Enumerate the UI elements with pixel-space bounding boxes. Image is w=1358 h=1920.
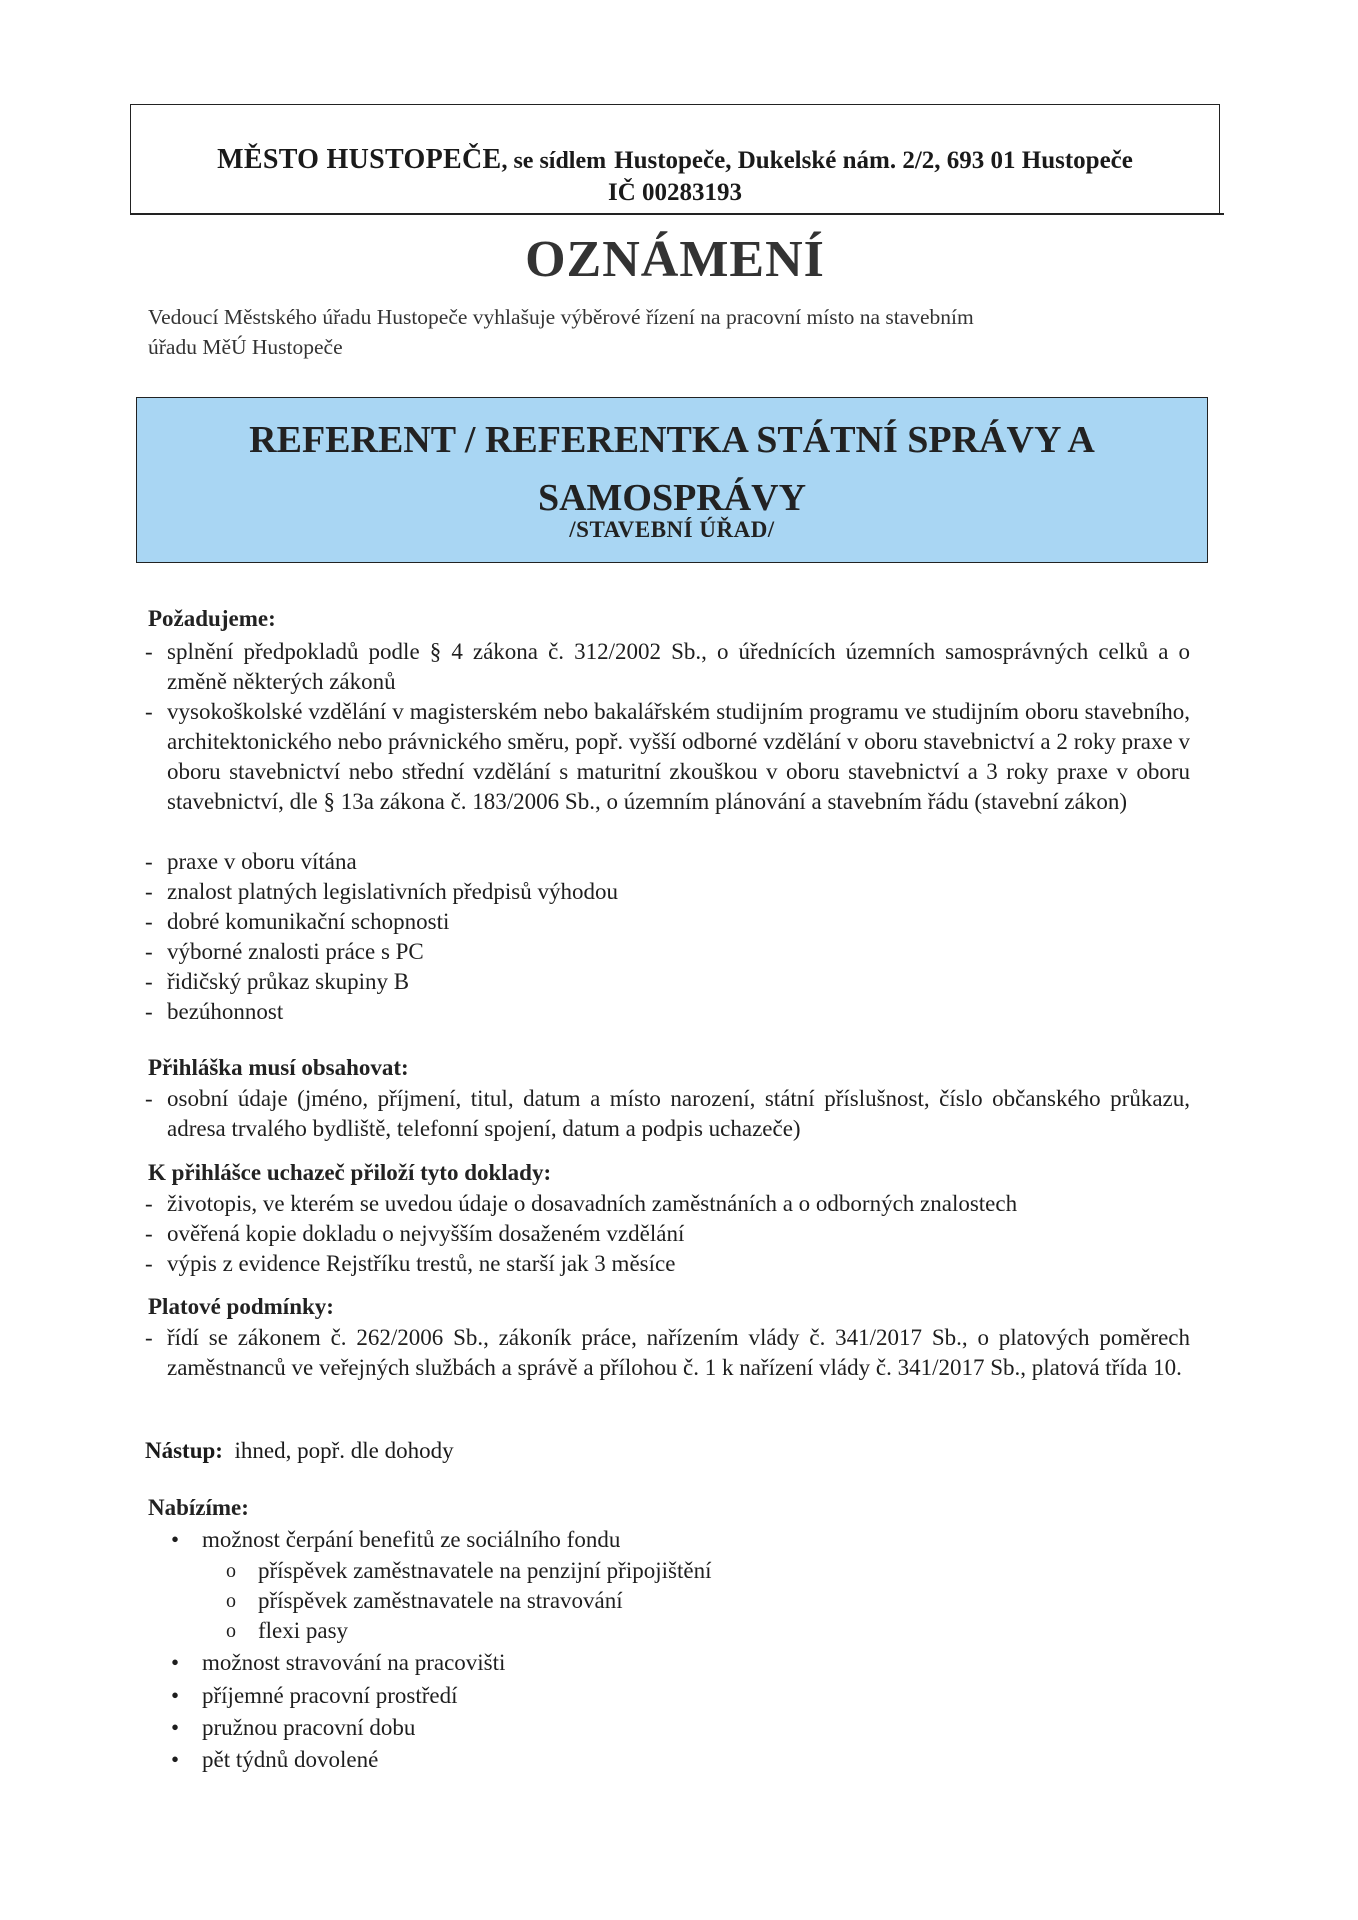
requirement-item: - výborné znalosti práce s PC xyxy=(145,937,1190,967)
header-divider xyxy=(130,213,1224,215)
requirement-item: - znalost platných legislativních předpisů výhodou xyxy=(145,877,1190,907)
bullet-dot: • xyxy=(170,1650,180,1675)
offer-heading: Nabízíme: xyxy=(148,1495,249,1520)
requirement-item: - dobré komunikační schopnosti xyxy=(145,907,1190,937)
position-subtitle: /STAVEBNÍ ÚŘAD/ xyxy=(569,517,775,542)
attachment-item: - ověřená kopie dokladu o nejvyšším dosaženém vzdělání xyxy=(145,1219,1190,1249)
bullet-dot: • xyxy=(170,1747,180,1772)
list-dash: - xyxy=(145,639,153,664)
attachments-heading: K přihlášce uchazeč přiloží tyto doklady: xyxy=(148,1160,552,1185)
seat-label: , se sídlem xyxy=(501,148,607,174)
city-name: MĚSTO HUSTOPEČE xyxy=(217,144,502,175)
attachment-item: - životopis, ve kterém se uvedou údaje o dosavadních zaměstnáních a o odborných znalostech xyxy=(145,1189,1190,1219)
requirement-item: - praxe v oboru vítána xyxy=(145,847,1190,877)
bullet-dot: • xyxy=(170,1527,180,1552)
position-title-line-1: REFERENT / REFERENTKA STÁTNÍ SPRÁVY A xyxy=(249,419,1095,461)
sub-bullet: o xyxy=(226,1560,236,1582)
bullet-dot: • xyxy=(170,1715,180,1740)
list-dash: - xyxy=(145,699,153,724)
position-title xyxy=(136,411,1208,527)
start-label: Nástup: xyxy=(145,1438,223,1463)
start-line xyxy=(145,1438,454,1464)
list-dash: - xyxy=(145,1086,153,1111)
list-dash: - xyxy=(145,879,153,904)
intro-line-2: úřadu MěÚ Hustopeče xyxy=(148,335,343,359)
address: Hustopeče, Dukelské nám. 2/2, 693 01 Hustopeče xyxy=(614,147,1133,174)
requirement-item: - vysokoškolské vzdělání v magisterském nebo bakalářském studijním programu ve studijním oboru stavebního, architektonického nebo právnického směru, popř. vyšší odborné vzdělání v oboru stavebnictví a 2 roky praxe v oboru stavebnictví nebo střední vzdělání s maturitní zkouškou v oboru stavebnictví a 3 roky praxe v oboru stavebnictví, dle § 13a zákona č. 183/2006 Sb., o územním plánování a stavebním řádu (stavební zákon) xyxy=(145,699,1190,814)
requirement-item: - řidičský průkaz skupiny B xyxy=(145,967,1190,997)
list-dash: - xyxy=(145,1251,153,1276)
intro-paragraph xyxy=(148,302,1193,362)
list-dash: - xyxy=(145,939,153,964)
start-value: ihned, popř. dle dohody xyxy=(234,1438,454,1463)
salary-item: - řídí se zákonem č. 262/2006 Sb., zákoník práce, nařízením vlády č. 341/2017 Sb., o platových poměrech zaměstnanců ve veřejných službách a správě a přílohou č. 1 k nařízení vlády č. 341/2017 Sb., platová třída 10. xyxy=(145,1325,1190,1380)
position-title-line-2: SAMOSPRÁVY xyxy=(537,477,807,519)
requirement-item: - splnění předpokladů podle § 4 zákona č. 312/2002 Sb., o úřednících územních samosprávných celků a o změně některých zákonů xyxy=(145,639,1190,694)
sub-bullet: o xyxy=(226,1590,236,1612)
intro-line-1: Vedoucí Městského úřadu Hustopeče vyhlašuje výběrové řízení na pracovní místo na stavebním xyxy=(148,305,974,329)
document-title: OZNÁMENÍ xyxy=(525,231,825,288)
list-dash: - xyxy=(145,969,153,994)
sub-bullet: o xyxy=(226,1620,236,1642)
attachment-item: - výpis z evidence Rejstříku trestů, ne starší jak 3 měsíce xyxy=(145,1249,1190,1279)
requirement-item: - bezúhonnost xyxy=(145,997,1190,1027)
list-dash: - xyxy=(145,1221,153,1246)
company-id: IČ 00283193 xyxy=(607,179,743,206)
salary-heading: Platové podmínky: xyxy=(148,1294,334,1319)
list-dash: - xyxy=(145,999,153,1024)
requirements-heading: Požadujeme: xyxy=(148,606,276,631)
application-item: - osobní údaje (jméno, příjmení, titul, datum a místo narození, státní příslušnost, číslo občanského průkazu, adresa trvalého bydliště, telefonní spojení, datum a podpis uchazeče) xyxy=(145,1086,1190,1141)
list-dash: - xyxy=(145,1191,153,1216)
list-dash: - xyxy=(145,909,153,934)
application-heading: Přihláška musí obsahovat: xyxy=(148,1055,409,1080)
list-dash: - xyxy=(145,1325,153,1350)
list-dash: - xyxy=(145,849,153,874)
bullet-dot: • xyxy=(170,1683,180,1708)
header-line xyxy=(130,144,1220,176)
